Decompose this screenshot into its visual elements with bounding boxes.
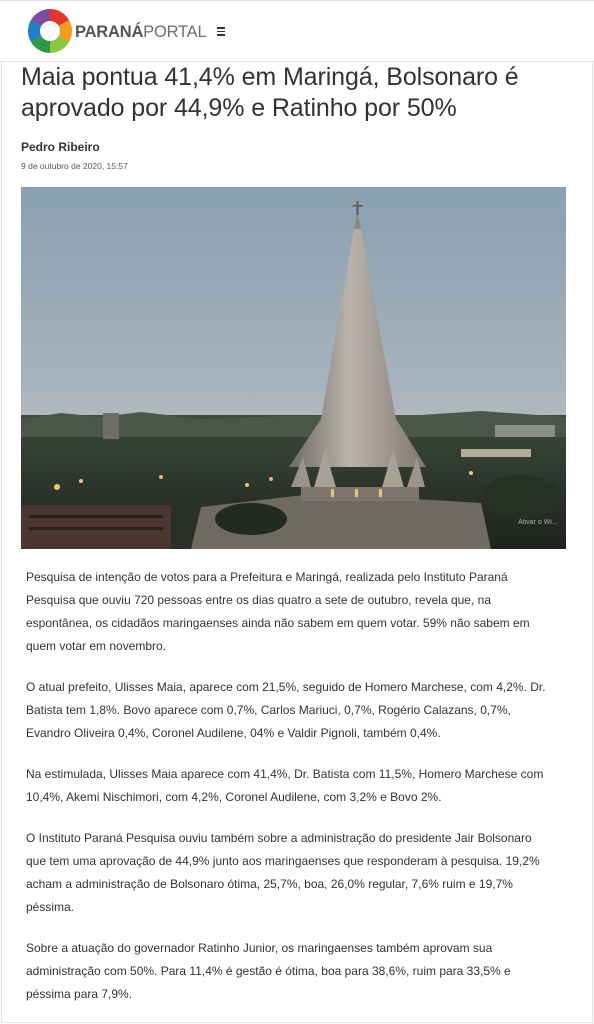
logo-wordmark[interactable] — [75, 22, 206, 42]
logo-text-bold: PARANÁ — [75, 23, 144, 41]
article-body — [26, 566, 546, 1024]
maringa-cathedral-photo — [21, 187, 566, 549]
article-paragraph: Na estimulada, Ulisses Maia aparece com 41,4%, Dr. Batista com 11,5%, Homero Marchese com 10,4%, Akemi Nischimori, com 4,2%, Coronel Audilene, com 3,2% e Bovo 2%. — [26, 767, 544, 804]
article-hero-image — [21, 187, 566, 549]
article-paragraph: Pesquisa de intenção de votos para a Prefeitura e Maringá, realizada pelo Instituto Paraná Pesquisa que ouviu 720 pessoas entre os dias quatro a sete de outubro, revela que, na espontânea, os cidadãos maringaenses ainda não sabem em quem votar. 59% não sabem em quem votar em novembro. — [26, 570, 530, 653]
article-title: Maia pontua 41,4% em Maringá, Bolsonaro é aprovado por 44,9% e Ratinho por 50% — [21, 63, 519, 122]
article-date: 9 de outubro de 2020, 15:57 — [21, 161, 128, 171]
parana-portal-logo-icon[interactable] — [27, 8, 73, 54]
image-watermark: Ativar o Wi... — [518, 519, 558, 526]
hamburger-menu-icon[interactable] — [214, 23, 228, 39]
article-paragraph: Sobre a atuação do governador Ratinho Junior, os maringaenses também aprovam sua administração com 50%. Para 11,4% é gestão é ótima, boa para 38,6%, ruim para 33,5% e péssima para 7,9%. — [26, 941, 511, 1001]
site-header — [0, 0, 594, 62]
article-paragraph: O Instituto Paraná Pesquisa ouviu também sobre a administração do presidente Jair Bolsonaro que tem uma aprovação de 44,9% junto aos maringaenses que responderam à pesquisa. 19,2% acham a administração de Bolsonaro ótima, 25,7%, boa, 26,0% regular, 7,6% ruim e 19,7% péssima. — [26, 831, 540, 914]
article-paragraph: O atual prefeito, Ulisses Maia, aparece com 21,5%, seguido de Homero Marchese, com 4,2%. Dr. Batista tem 1,8%. Bovo aparece com 0,7%, Carlos Mariuci, 0,7%, Rogério Calazans, 0,7%, Evandro Oliveira 0,4%, Coronel Audilene, 04% e Valdir Pignoli, também 0,4%. — [26, 680, 546, 740]
logo-text-light: PORTAL — [143, 23, 207, 41]
article-author[interactable]: Pedro Ribeiro — [21, 140, 100, 154]
